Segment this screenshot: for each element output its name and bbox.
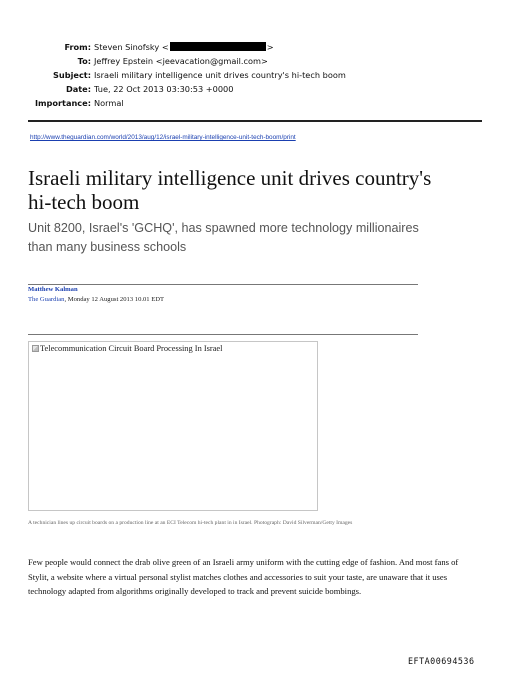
to-label: To: bbox=[77, 56, 91, 66]
subject-value: Israeli military intelligence unit drives country's hi-tech boom bbox=[94, 70, 346, 80]
image-caption: A technician lines up circuit boards on a production line at an ECI Telecom hi-tech plant in in Israel. Photograph: David Silverman/Getty Images bbox=[28, 520, 353, 526]
redaction-box bbox=[170, 42, 266, 51]
article-image-placeholder bbox=[28, 341, 318, 511]
from-label: From: bbox=[64, 42, 91, 52]
from-name: Steven Sinofsky < bbox=[94, 42, 169, 52]
article-standfirst: Unit 8200, Israel's 'GCHQ', has spawned more technology millionaires than many business schools bbox=[28, 221, 419, 254]
date-label: Date: bbox=[65, 84, 91, 94]
date-row bbox=[0, 82, 346, 96]
subject-row bbox=[0, 68, 346, 82]
from-value bbox=[94, 40, 274, 54]
image-alt-text: Telecommunication Circuit Board Processing In Israel bbox=[40, 344, 223, 353]
from-row bbox=[0, 40, 346, 54]
byline-divider-bottom bbox=[28, 334, 418, 335]
from-close: > bbox=[266, 42, 274, 52]
source-link[interactable]: The Guardian bbox=[28, 296, 65, 303]
header-divider bbox=[28, 120, 482, 122]
date-value: Tue, 22 Oct 2013 03:30:53 +0000 bbox=[94, 84, 234, 94]
article-headline: Israeli military intelligence unit drives country's hi-tech boom bbox=[28, 166, 432, 214]
article-url-link[interactable]: http://www.theguardian.com/world/2013/aug/12/israel-military-intelligence-unit-tech-boom/print bbox=[30, 134, 296, 141]
to-row bbox=[0, 54, 346, 68]
bates-number: EFTA00694536 bbox=[408, 656, 475, 666]
article-body-paragraph: Few people would connect the drab olive green of an Israeli army uniform with the cutting edge of fashion. And most fans of Stylit, a website where a virtual personal stylist matches clothes and accessories to suit your taste, are unaware that it uses technology adapted from algorithms originally developed to track and prevent suicide bombings. bbox=[28, 557, 459, 597]
importance-row bbox=[0, 96, 346, 110]
article-dateline: , Monday 12 August 2013 10.01 EDT bbox=[64, 296, 165, 303]
author-link[interactable]: Matthew Kalman bbox=[28, 286, 78, 293]
email-header bbox=[0, 40, 346, 110]
subject-label: Subject: bbox=[53, 70, 91, 80]
broken-image-icon bbox=[32, 345, 39, 352]
to-value: Jeffrey Epstein <jeevacation@gmail.com> bbox=[94, 56, 268, 66]
byline-meta bbox=[28, 296, 164, 303]
importance-label: Importance: bbox=[34, 98, 91, 108]
importance-value: Normal bbox=[94, 98, 124, 108]
byline-divider-top bbox=[28, 284, 418, 285]
